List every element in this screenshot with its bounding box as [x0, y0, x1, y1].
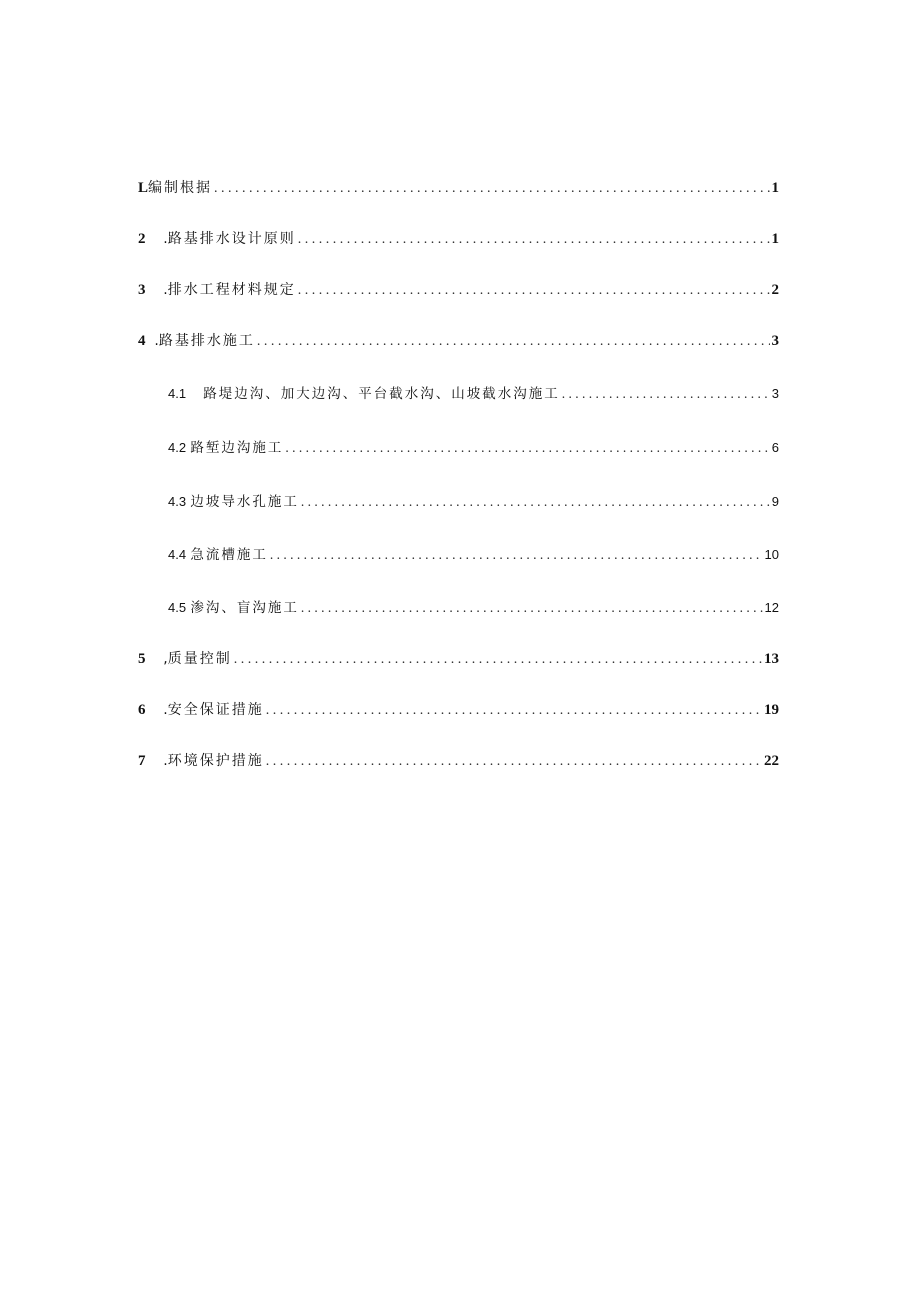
toc-entry-2[interactable] — [138, 228, 779, 248]
toc-page-number: 2 — [771, 282, 779, 298]
toc-number: 4.2 — [168, 440, 187, 455]
toc-entry-4-3[interactable] — [168, 490, 779, 510]
toc-leader-dots — [270, 547, 763, 563]
toc-leader-dots — [266, 703, 762, 719]
toc-entry-4-4[interactable] — [168, 543, 779, 563]
toc-separator — [186, 386, 203, 402]
toc-number: 7 — [138, 753, 146, 769]
toc-leader-dots — [285, 440, 769, 456]
toc-entry-3[interactable] — [138, 279, 779, 299]
toc-page-number: 6 — [771, 440, 779, 455]
toc-leader-dots — [234, 652, 762, 668]
toc-page-number: 1 — [771, 180, 779, 196]
toc-separator: . — [145, 282, 168, 298]
toc-entry-4-5[interactable] — [168, 596, 779, 616]
toc-number: 4.3 — [168, 494, 187, 509]
toc-entry-4-1[interactable] — [168, 382, 779, 402]
toc-separator: . — [145, 702, 168, 718]
toc-page-number: 3 — [771, 333, 779, 349]
toc-number: 4.4 — [168, 547, 187, 562]
toc-entry-6[interactable] — [138, 699, 779, 719]
toc-title: 急流槽施工 — [190, 547, 268, 563]
toc-entry-7[interactable] — [138, 750, 779, 770]
toc-number: 6 — [138, 702, 146, 718]
toc-leader-dots — [301, 494, 770, 510]
toc-title: 质量控制 — [167, 651, 232, 667]
toc-title: 编制根据 — [148, 180, 213, 196]
toc-separator: , — [145, 651, 168, 667]
toc-leader-dots — [301, 600, 763, 616]
toc-number: L — [138, 180, 149, 196]
toc-separator: . — [145, 231, 168, 247]
toc-title: 安全保证措施 — [167, 702, 264, 718]
toc-number: 2 — [138, 231, 146, 247]
toc-title: 路堑边沟施工 — [190, 440, 284, 456]
toc-page-number: 22 — [764, 753, 779, 769]
toc-title: 渗沟、盲沟施工 — [190, 600, 299, 616]
toc-entry-1[interactable] — [138, 177, 779, 197]
toc-leader-dots — [266, 754, 762, 770]
toc-separator: . — [145, 753, 168, 769]
toc-number: 4 — [138, 333, 146, 349]
toc-leader-dots — [298, 283, 770, 299]
toc-title: 路堤边沟、加大边沟、平台截水沟、山坡截水沟施工 — [203, 386, 560, 402]
toc-number: 4.5 — [168, 600, 187, 615]
toc-title: 边坡导水孔施工 — [190, 494, 299, 510]
toc-leader-dots — [562, 386, 770, 402]
toc-leader-dots — [298, 232, 770, 248]
toc-page-number: 3 — [771, 386, 779, 401]
toc-number: 4.1 — [168, 386, 187, 401]
toc-page-number: 1 — [771, 231, 779, 247]
toc-page-number: 10 — [764, 547, 779, 562]
toc-page-number: 13 — [764, 651, 779, 667]
toc-leader-dots — [214, 181, 769, 197]
toc-page-number: 9 — [771, 494, 779, 509]
toc-number: 5 — [138, 651, 146, 667]
toc-number: 3 — [138, 282, 146, 298]
toc-entry-4[interactable] — [138, 330, 779, 350]
toc-entry-5[interactable] — [138, 648, 779, 668]
toc-leader-dots — [257, 334, 770, 350]
toc-separator: . — [145, 333, 159, 349]
toc-title: 环境保护措施 — [167, 753, 264, 769]
toc-title: 路基排水施工 — [158, 333, 255, 349]
toc-entry-4-2[interactable] — [168, 436, 779, 456]
toc-page-number: 19 — [764, 702, 779, 718]
toc-title: 排水工程材料规定 — [167, 282, 296, 298]
toc-page-number: 12 — [764, 600, 779, 615]
toc-title: 路基排水设计原则 — [167, 231, 296, 247]
